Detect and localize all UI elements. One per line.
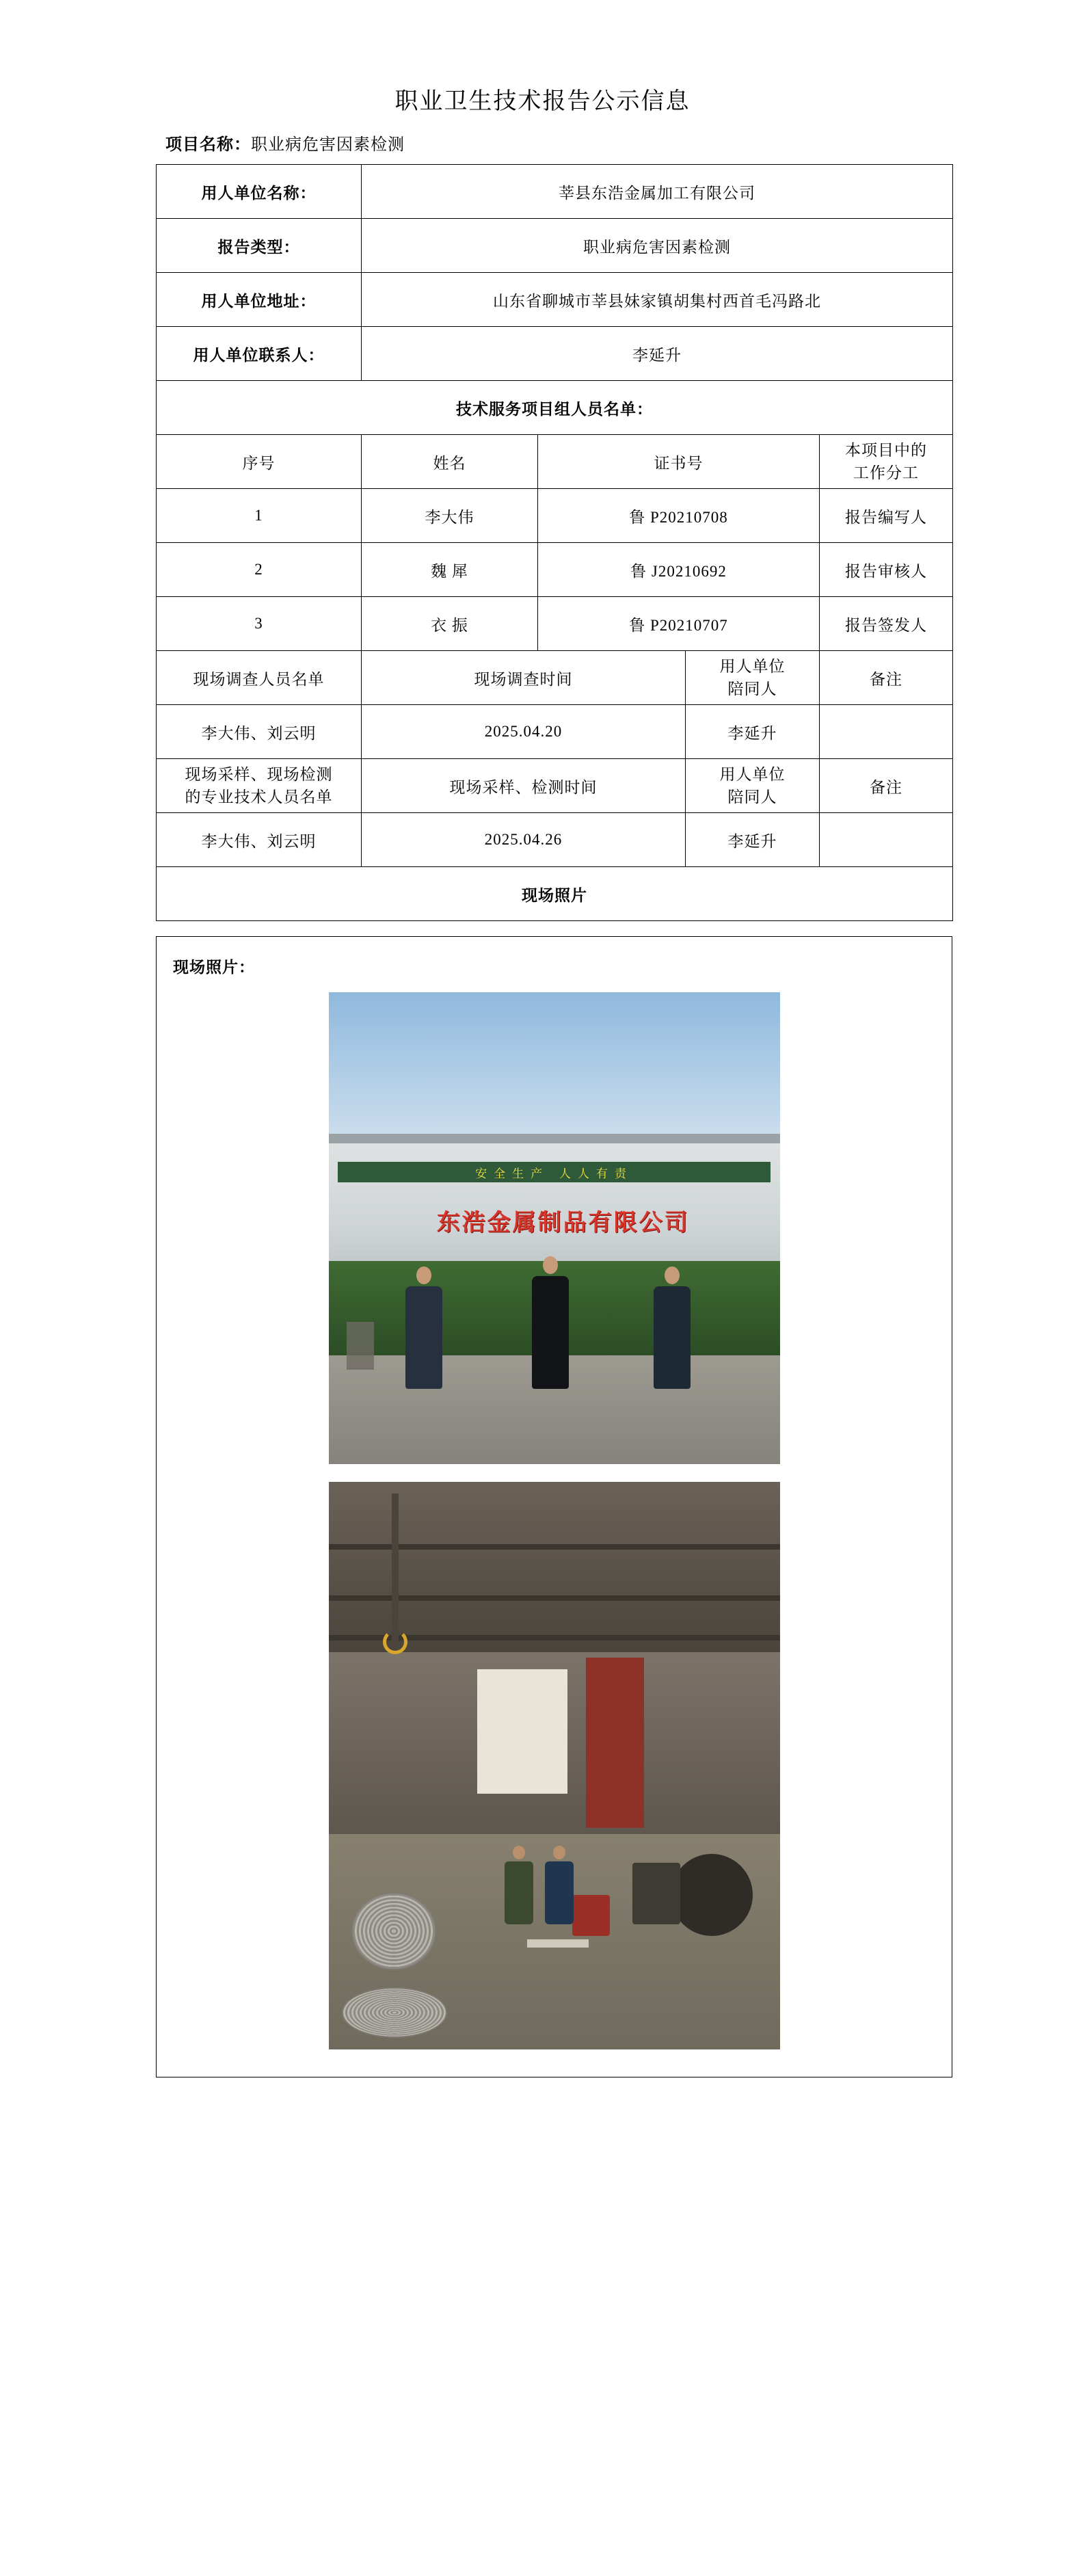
photo1-person-left xyxy=(405,1266,442,1389)
photo1-person-middle xyxy=(532,1256,569,1389)
staff-header-name: 姓名 xyxy=(362,435,538,489)
photo2-worker-right xyxy=(545,1846,574,1924)
table-row xyxy=(157,165,953,219)
info-table xyxy=(156,164,953,921)
survey-row-remark xyxy=(820,705,953,759)
table-row xyxy=(157,543,953,597)
photo2-machine xyxy=(671,1854,753,1936)
photo1-banner-text: 安全生产 人人有责 xyxy=(475,1167,633,1180)
photo1-person-left-body xyxy=(405,1286,442,1389)
staff-row-name: 李大伟 xyxy=(362,489,538,543)
site-photos-title: 现场照片： xyxy=(173,959,255,976)
employer-address-label: 用人单位地址： xyxy=(157,273,362,327)
survey-header-time: 现场调查时间 xyxy=(362,651,686,705)
sampling-header-staff-line2: 的专业技术人员名单 xyxy=(185,788,333,806)
project-name-line xyxy=(0,131,1085,164)
staff-row-cert: 鲁 J20210692 xyxy=(538,543,820,597)
photo2-worker-left-head xyxy=(513,1846,525,1859)
table-row xyxy=(157,489,953,543)
sampling-header-staff-line1: 现场采样、现场检测 xyxy=(185,765,333,783)
table-row xyxy=(157,327,953,381)
photo1-signboard-text: 东浩金属制品有限公司 xyxy=(436,1210,690,1236)
sampling-row-time: 2025.04.26 xyxy=(362,813,686,867)
table-row xyxy=(157,759,953,813)
sampling-header-accompany-line1: 用人单位 xyxy=(719,765,786,783)
staff-header-no: 序号 xyxy=(157,435,362,489)
photo1-object xyxy=(347,1322,374,1370)
staff-row-name: 衣 振 xyxy=(362,597,538,651)
survey-row-time: 2025.04.20 xyxy=(362,705,686,759)
staff-header-role-line2: 工作分工 xyxy=(853,464,919,481)
photo1-roofline xyxy=(329,1134,780,1143)
photo2-machine xyxy=(632,1863,680,1924)
employer-contact-value: 李延升 xyxy=(362,327,953,381)
photo2-worker-left-body xyxy=(505,1861,533,1924)
site-photo-group-outdoor xyxy=(329,992,780,1464)
staff-header-role xyxy=(820,435,953,489)
site-photos-panel xyxy=(156,936,952,2077)
photo2-worker-right-body xyxy=(545,1861,574,1924)
photo1-person-right-body xyxy=(654,1286,691,1389)
photo2-worker-left xyxy=(505,1846,533,1924)
survey-row-accompany: 李延升 xyxy=(686,705,820,759)
survey-header-accompany xyxy=(686,651,820,705)
staff-row-cert: 鲁 P20210708 xyxy=(538,489,820,543)
staff-row-no: 1 xyxy=(157,489,362,543)
staff-section-title: 技术服务项目组人员名单： xyxy=(157,381,953,435)
photo1-banner xyxy=(338,1162,771,1182)
photo2-wire-coil xyxy=(351,1892,436,1970)
survey-header-staff: 现场调查人员名单 xyxy=(157,651,362,705)
photo1-person-middle-head xyxy=(543,1256,558,1274)
table-row xyxy=(157,867,953,921)
employer-address-value: 山东省聊城市莘县妹家镇胡集村西首毛冯路北 xyxy=(362,273,953,327)
page-title: 职业卫生技术报告公示信息 xyxy=(394,89,691,114)
photo2-crane-hook xyxy=(383,1630,407,1654)
report-type-label: 报告类型： xyxy=(157,219,362,273)
table-row xyxy=(157,813,953,867)
site-photos-list xyxy=(157,992,952,2049)
staff-row-role: 报告编写人 xyxy=(820,489,953,543)
photo2-worker-right-head xyxy=(553,1846,565,1859)
photo2-hoist-chain xyxy=(392,1493,399,1641)
table-row xyxy=(157,651,953,705)
photo1-person-right-head xyxy=(665,1266,680,1284)
staff-row-no: 2 xyxy=(157,543,362,597)
site-photo-workshop-interior xyxy=(329,1482,780,2049)
staff-row-role: 报告签发人 xyxy=(820,597,953,651)
survey-header-accompany-line1: 用人单位 xyxy=(719,657,786,675)
sampling-row-remark xyxy=(820,813,953,867)
photo1-person-middle-body xyxy=(532,1276,569,1389)
photo2-workbench xyxy=(527,1939,589,1948)
survey-header-accompany-line2: 陪同人 xyxy=(727,680,777,698)
photo2-doorway xyxy=(477,1669,567,1794)
sampling-header-accompany xyxy=(686,759,820,813)
site-photos-row-label: 现场照片 xyxy=(157,867,953,921)
table-row xyxy=(157,597,953,651)
survey-row-staff: 李大伟、刘云明 xyxy=(157,705,362,759)
table-row xyxy=(157,381,953,435)
project-name-label: 项目名称： xyxy=(165,136,251,154)
table-row xyxy=(157,435,953,489)
staff-header-cert: 证书号 xyxy=(538,435,820,489)
photo2-red-panel xyxy=(586,1658,645,1828)
staff-row-cert: 鲁 P20210707 xyxy=(538,597,820,651)
table-row xyxy=(157,219,953,273)
sampling-header-time: 现场采样、检测时间 xyxy=(362,759,686,813)
sampling-header-accompany-line2: 陪同人 xyxy=(727,788,777,806)
sampling-row-accompany: 李延升 xyxy=(686,813,820,867)
photo1-person-left-head xyxy=(416,1266,431,1284)
photo2-equipment-cart xyxy=(572,1895,610,1936)
sampling-header-remark: 备注 xyxy=(820,759,953,813)
sampling-row-staff: 李大伟、刘云明 xyxy=(157,813,362,867)
photo1-person-right xyxy=(654,1266,691,1389)
report-type-value: 职业病危害因素检测 xyxy=(362,219,953,273)
sampling-header-staff xyxy=(157,759,362,813)
project-name-value: 职业病危害因素检测 xyxy=(251,136,405,154)
staff-header-role-line1: 本项目中的 xyxy=(845,441,927,459)
employer-contact-label: 用人单位联系人： xyxy=(157,327,362,381)
staff-row-no: 3 xyxy=(157,597,362,651)
employer-name-label: 用人单位名称： xyxy=(157,165,362,219)
staff-row-role: 报告审核人 xyxy=(820,543,953,597)
table-row xyxy=(157,705,953,759)
survey-header-remark: 备注 xyxy=(820,651,953,705)
table-row xyxy=(157,273,953,327)
employer-name-value: 莘县东浩金属加工有限公司 xyxy=(362,165,953,219)
staff-row-name: 魏 犀 xyxy=(362,543,538,597)
